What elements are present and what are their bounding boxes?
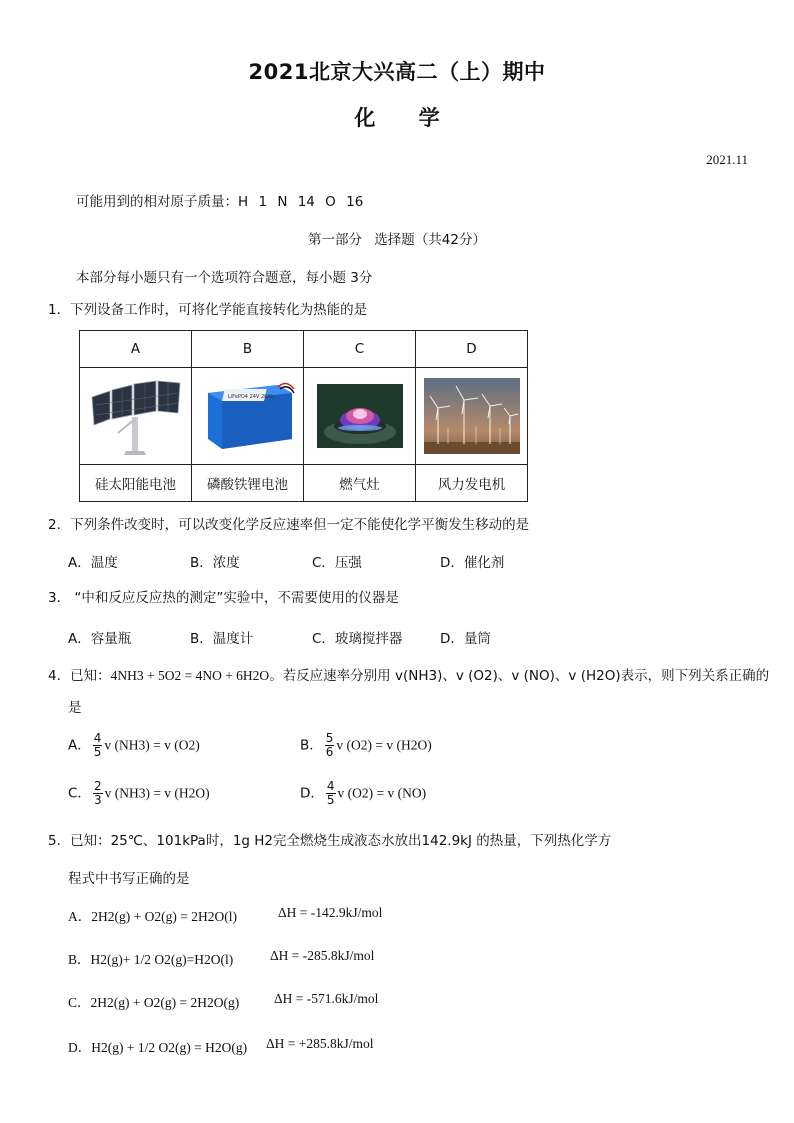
q2-stem: 2．下列条件改变时，可以改变化学反应速率但一定不能使化学平衡发生移动的是: [48, 517, 530, 533]
q5-option-c-enthalpy: ΔH = -571.6kJ/mol: [274, 991, 379, 1006]
q4-b-expression: v (O2) = v (H2O): [336, 737, 432, 753]
q4-stem: [48, 664, 769, 684]
q5-option-d-equation: D．H2(g) + 1/2 O2(g) = H2O(g): [68, 1040, 248, 1055]
wind-turbine-image: [424, 378, 520, 454]
q1-stem: 1．下列设备工作时，可将化学能直接转化为热能的是: [48, 302, 368, 318]
q4-d-denominator: 5: [326, 793, 335, 807]
q4-number: 4．已知：: [48, 668, 111, 684]
section-title: 第一部分 选择题（共42分）: [308, 232, 486, 248]
q4-c-denominator: 3: [93, 793, 102, 807]
q4-option-b: B． $\frac{5}{6}$ v (O2) = v (H2O): [300, 731, 432, 759]
q4-c-numerator: 2: [93, 779, 102, 793]
q4-a-expression: v (NH3) = v (O2): [104, 737, 200, 753]
q2-option-c: C．压强: [312, 555, 362, 571]
q5-option-a-enthalpy: ΔH = -142.9kJ/mol: [278, 905, 383, 920]
atomic-mass-line: 可能用到的相对原子质量：H 1 N 14 O 16: [76, 194, 364, 210]
q1-label-b: 磷酸铁锂电池: [192, 465, 304, 502]
q4-stem-line2: 是: [68, 700, 82, 716]
q4-option-a: A． $\frac{4}{5}$ v (NH3) = v (O2): [68, 731, 200, 759]
q4-stem-rest: 。若反应速率分别用 v(NH3)、v (O2)、v (NO)、v (H2O)表示，则下列关系正确的: [269, 668, 770, 684]
q1-cell-image-d: [416, 368, 528, 465]
q1-label-a: 硅太阳能电池: [80, 465, 192, 502]
q5-option-c-equation: C．2H2(g) + O2(g) = 2H2O(g): [68, 995, 240, 1010]
q3-option-c: C．玻璃搅拌器: [312, 631, 403, 647]
q1-header-b: B: [192, 331, 304, 368]
q2-option-d: D．催化剂: [440, 555, 505, 571]
q2-option-a: A．温度: [68, 555, 118, 571]
q4-d-numerator: 4: [326, 779, 335, 793]
q5-stem-line1: 5．已知：25℃、101kPa时，1g H2完全燃烧生成液态水放出142.9kJ 的热量，下列热化学方: [48, 833, 612, 849]
q4-c-expression: v (NH3) = v (H2O): [104, 785, 210, 801]
q1-cell-image-a: [80, 368, 192, 465]
q4-d-expression: v (O2) = v (NO): [337, 785, 427, 801]
q3-option-d: D．量筒: [440, 631, 491, 647]
q5-option-a-equation: A．2H2(g) + O2(g) = 2H2O(l): [68, 909, 237, 924]
q1-cell-image-c: [304, 368, 416, 465]
solar-panel-image: [88, 373, 184, 459]
q3-option-b: B．温度计: [190, 631, 254, 647]
q4-option-c: C． $\frac{2}{3}$ v (NH3) = v (H2O): [68, 779, 210, 807]
q3-option-a: A．容量瓶: [68, 631, 132, 647]
q1-label-d: 风力发电机: [416, 465, 528, 502]
q1-header-d: D: [416, 331, 528, 368]
q3-stem: 3． “中和反应反应热的测定”实验中，不需要使用的仪器是: [48, 590, 399, 606]
q2-option-b: B．浓度: [190, 555, 240, 571]
q5-option-b-enthalpy: ΔH = -285.8kJ/mol: [270, 948, 375, 963]
q5-option-b-equation: B．H2(g)+ 1/2 O2(g)=H2O(l): [68, 952, 234, 967]
q1-cell-image-b: [192, 368, 304, 465]
q4-b-denominator: 6: [325, 745, 334, 759]
q5-option-d-enthalpy: ΔH = +285.8kJ/mol: [266, 1036, 374, 1051]
gas-stove-image: [317, 384, 403, 448]
q1-header-a: A: [80, 331, 192, 368]
q4-equation: 4NH3 + 5O2 = 4NO + 6H2O: [110, 668, 270, 683]
q1-device-table: [79, 330, 528, 502]
battery-image: [198, 373, 298, 459]
battery-label-text: LiFePO4 24V 20Ah: [227, 394, 274, 400]
q1-header-c: C: [304, 331, 416, 368]
q4-a-numerator: 4: [93, 731, 102, 745]
q5-stem-line2: 程式中书写正确的是: [68, 871, 190, 887]
q4-a-denominator: 5: [93, 745, 102, 759]
q4-option-d: D． $\frac{4}{5}$ v (O2) = v (NO): [300, 779, 427, 807]
subject-title: 化 学: [354, 106, 440, 130]
exam-title: 2021北京大兴高二（上）期中: [248, 60, 546, 84]
section-instruction: 本部分每小题只有一个选项符合题意，每小题 3分: [76, 270, 373, 286]
q4-b-numerator: 5: [325, 731, 334, 745]
q1-label-c: 燃气灶: [304, 465, 416, 502]
exam-date: 2021.11: [706, 152, 748, 167]
